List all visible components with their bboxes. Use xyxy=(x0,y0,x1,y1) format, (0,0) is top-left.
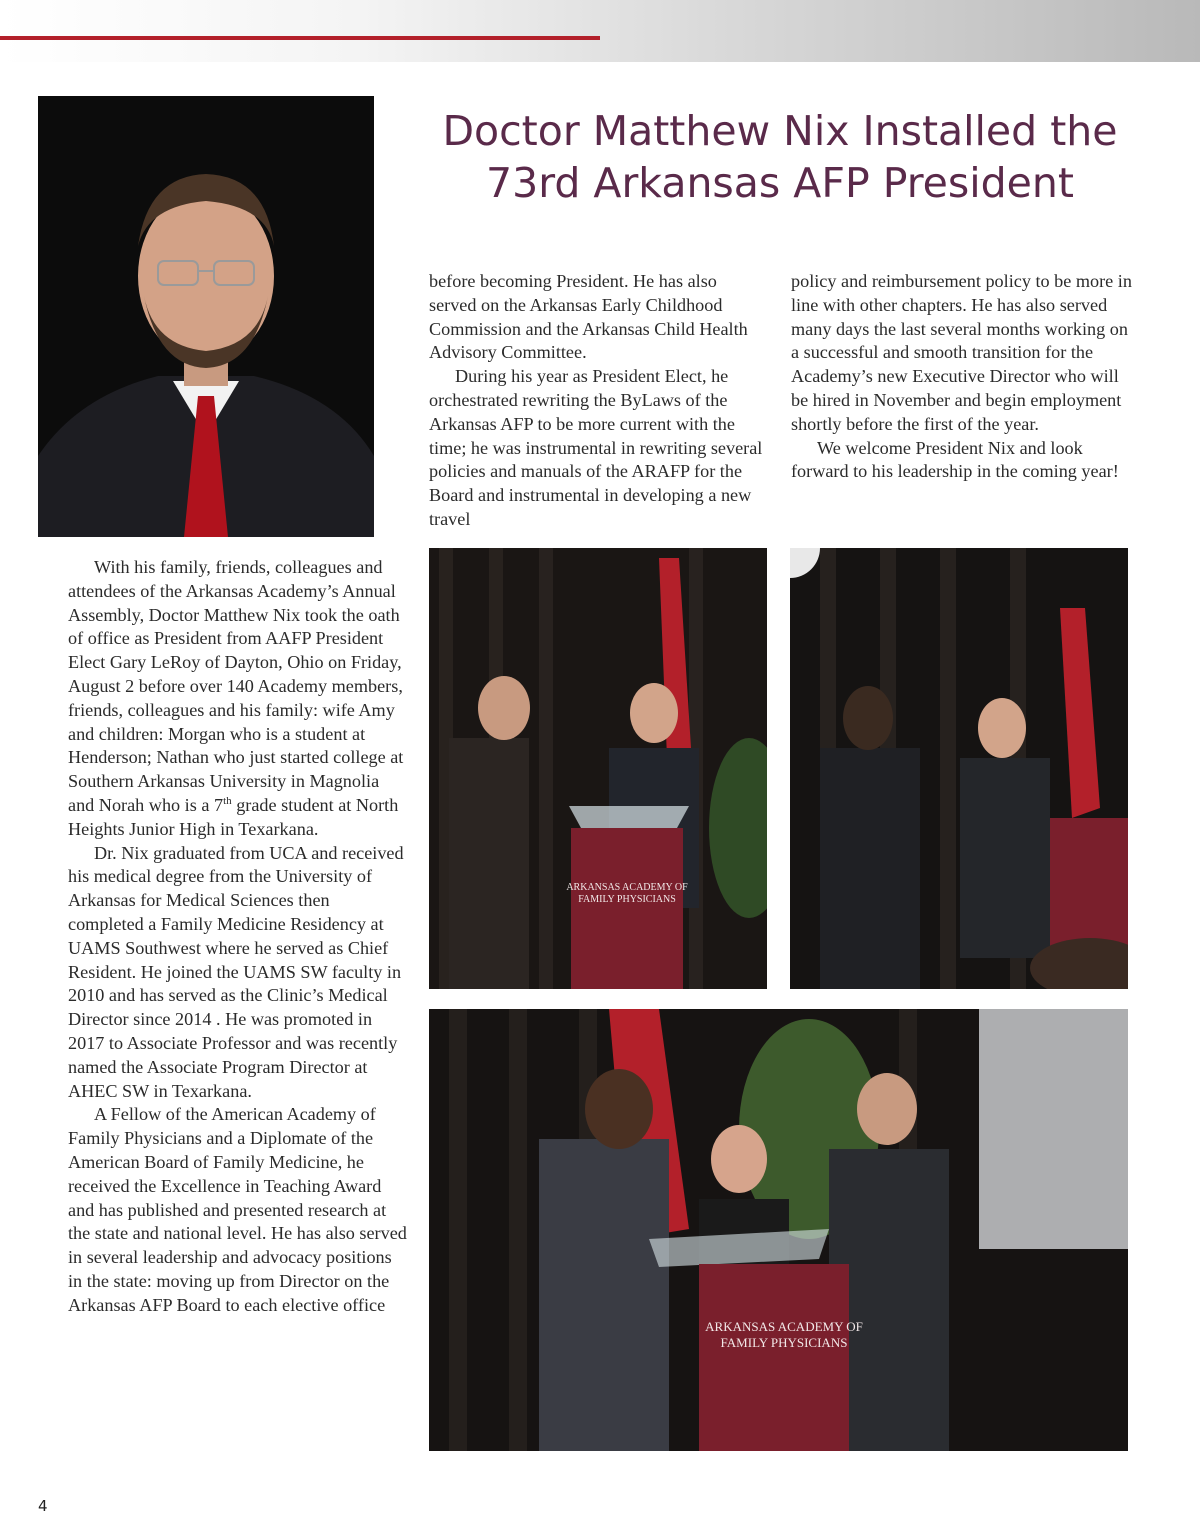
paragraph: During his year as President Elect, he orchestrated rewriting the ByLaws of the Arkansas AFP to be more current with the time; he was instrumental in rewriting several policies and manuals of the ARAFP for the Board and instrumental in developing a new travel xyxy=(429,366,763,529)
podium-sign-line-2: FAMILY PHYSICIANS xyxy=(720,1335,848,1350)
article-title-line-1: Doctor Matthew Nix Installed the xyxy=(442,107,1118,155)
paragraph: Dr. Nix graduated from UCA and received his medical degree from the University of Arkansas for Medical Sciences then completed a Family Medicine Residency at UAMS Southwest where he served as Chief Resident. He joined the UAMS SW faculty in 2010 and has served as the Clinic’s Medical Director since 2014 . He was promoted in 2017 to Associate Professor and was recently named the Associate Program Director at AHEC SW in Texarkana. xyxy=(68,842,404,1101)
ceremony-photo-2 xyxy=(790,548,1128,989)
oath-ceremony-photo xyxy=(429,1009,1128,1451)
article-title-line-2: 73rd Arkansas AFP President xyxy=(486,159,1074,207)
ceremony-photo-1 xyxy=(429,548,767,989)
article-column-1 xyxy=(68,556,408,1318)
header-band xyxy=(0,0,1200,62)
article-title xyxy=(400,105,1160,209)
podium-sign-line-1: ARKANSAS ACADEMY OF xyxy=(566,882,688,893)
podium-sign-line-2: FAMILY PHYSICIANS xyxy=(578,894,676,905)
paragraph: A Fellow of the American Academy of Family Physicians and a Diplomate of the American Board of Family Medicine, he received the Excellence in Teaching Award and has published and presented research at the state and national level. He has also served in several leadership and advocacy positions in the state: moving up from Director on the Arkansas AFP Board to each elective office xyxy=(68,1104,407,1315)
paragraph: With his family, friends, colleagues and attendees of the Arkansas Academy’s Annual Assembly, Doctor Matthew Nix took the oath of office as President from AAFP President Elect Gary LeRoy of Dayton, Ohio on Friday, August 2 before over 140 Academy members, friends, colleagues and his family: wife Amy and children: Morgan who is a student at Henderson; Nathan who just started college at Southern Arkansas University in Magnolia and Norah who is a 7th grade student at North Heights Junior High in Texarkana. xyxy=(68,557,404,839)
portrait-photo xyxy=(38,96,374,537)
page-number: 4 xyxy=(38,1497,48,1515)
article-column-2 xyxy=(429,270,764,532)
podium-sign-line-1: ARKANSAS ACADEMY OF xyxy=(705,1319,863,1334)
header-accent-rule xyxy=(0,36,600,40)
paragraph: before becoming President. He has also served on the Arkansas Early Childhood Commission and the Arkansas Child Health Advisory Committee. xyxy=(429,271,748,363)
paragraph: policy and reimbursement policy to be more in line with other chapters. He has also served many days the last several months working on a successful and smooth transition for the Academy’s new Executive Director who will be hired in November and begin employment shortly before the first of the year. xyxy=(791,271,1132,434)
article-column-3 xyxy=(791,270,1136,484)
paragraph: We welcome President Nix and look forward to his leadership in the coming year! xyxy=(791,437,1119,482)
